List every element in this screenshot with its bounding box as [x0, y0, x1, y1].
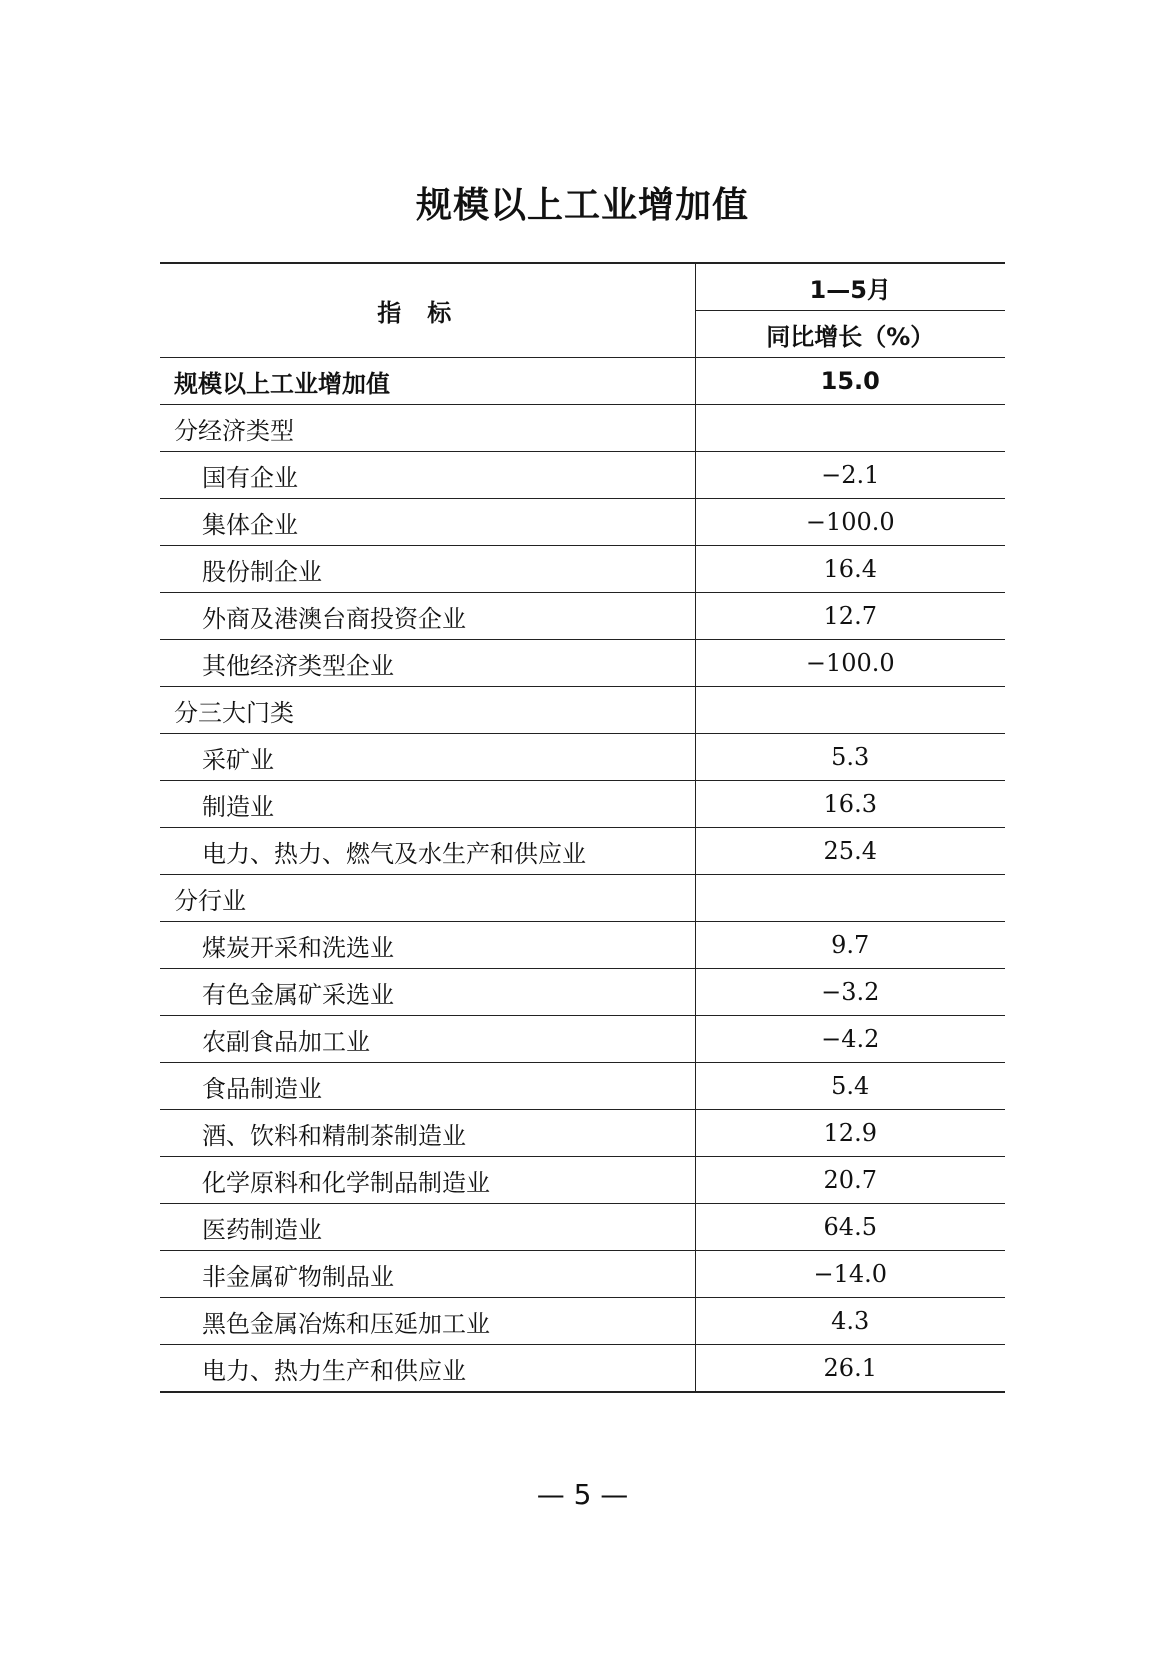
row-indicator-name: 医药制造业: [160, 1204, 695, 1251]
row-growth-value: [695, 687, 1005, 734]
row-indicator-name: 分经济类型: [160, 405, 695, 452]
row-growth-value: 4.3: [695, 1298, 1005, 1345]
row-indicator-name: 酒、饮料和精制茶制造业: [160, 1110, 695, 1157]
table-body: [160, 358, 1005, 1393]
indicator-column-header: 指标: [160, 263, 695, 358]
row-indicator-name: 外商及港澳台商投资企业: [160, 593, 695, 640]
row-growth-value: 5.3: [695, 734, 1005, 781]
row-growth-value: 9.7: [695, 922, 1005, 969]
row-growth-value: [695, 875, 1005, 922]
table-row: [160, 875, 1005, 922]
table-row: [160, 452, 1005, 499]
row-growth-value: −14.0: [695, 1251, 1005, 1298]
row-growth-value: 15.0: [695, 358, 1005, 405]
row-indicator-name: 制造业: [160, 781, 695, 828]
table-row: [160, 1016, 1005, 1063]
row-indicator-name: 分三大门类: [160, 687, 695, 734]
row-indicator-name: 分行业: [160, 875, 695, 922]
row-growth-value: −2.1: [695, 452, 1005, 499]
table-row: [160, 405, 1005, 452]
row-growth-value: 64.5: [695, 1204, 1005, 1251]
table-row: [160, 1063, 1005, 1110]
row-indicator-name: 国有企业: [160, 452, 695, 499]
row-growth-value: [695, 405, 1005, 452]
table-row: [160, 1204, 1005, 1251]
table-row: [160, 781, 1005, 828]
row-indicator-name: 采矿业: [160, 734, 695, 781]
row-growth-value: −100.0: [695, 640, 1005, 687]
row-growth-value: 16.3: [695, 781, 1005, 828]
row-growth-value: −3.2: [695, 969, 1005, 1016]
table-row: [160, 1157, 1005, 1204]
row-growth-value: 20.7: [695, 1157, 1005, 1204]
row-indicator-name: 食品制造业: [160, 1063, 695, 1110]
table-row: [160, 358, 1005, 405]
page-number: — 5 —: [536, 1478, 629, 1511]
row-indicator-name: 化学原料和化学制品制造业: [160, 1157, 695, 1204]
table-row: [160, 1298, 1005, 1345]
table-row: [160, 593, 1005, 640]
table-row: [160, 922, 1005, 969]
period-column-header: 1—5月: [695, 263, 1005, 311]
row-growth-value: 25.4: [695, 828, 1005, 875]
industrial-value-added-table: [160, 262, 1005, 1393]
row-indicator-name: 非金属矿物制品业: [160, 1251, 695, 1298]
table-row: [160, 828, 1005, 875]
row-growth-value: 12.7: [695, 593, 1005, 640]
row-indicator-name: 煤炭开采和洗选业: [160, 922, 695, 969]
row-growth-value: −100.0: [695, 499, 1005, 546]
table-row: [160, 499, 1005, 546]
table-row: [160, 969, 1005, 1016]
table-row: [160, 734, 1005, 781]
row-indicator-name: 其他经济类型企业: [160, 640, 695, 687]
row-growth-value: 26.1: [695, 1345, 1005, 1393]
row-indicator-name: 农副食品加工业: [160, 1016, 695, 1063]
table-row: [160, 687, 1005, 734]
table-row: [160, 1345, 1005, 1393]
row-indicator-name: 规模以上工业增加值: [160, 358, 695, 405]
row-growth-value: −4.2: [695, 1016, 1005, 1063]
row-indicator-name: 集体企业: [160, 499, 695, 546]
table-row: [160, 1251, 1005, 1298]
row-indicator-name: 电力、热力生产和供应业: [160, 1345, 695, 1393]
row-growth-value: 16.4: [695, 546, 1005, 593]
row-indicator-name: 电力、热力、燃气及水生产和供应业: [160, 828, 695, 875]
table-header-row: [160, 263, 1005, 311]
row-growth-value: 12.9: [695, 1110, 1005, 1157]
row-indicator-name: 黑色金属冶炼和压延加工业: [160, 1298, 695, 1345]
measure-column-header: 同比增长（%）: [695, 311, 1005, 358]
table-row: [160, 640, 1005, 687]
table-row: [160, 1110, 1005, 1157]
row-indicator-name: 有色金属矿采选业: [160, 969, 695, 1016]
page-title: 规模以上工业增加值: [415, 185, 749, 226]
table-row: [160, 546, 1005, 593]
row-indicator-name: 股份制企业: [160, 546, 695, 593]
row-growth-value: 5.4: [695, 1063, 1005, 1110]
